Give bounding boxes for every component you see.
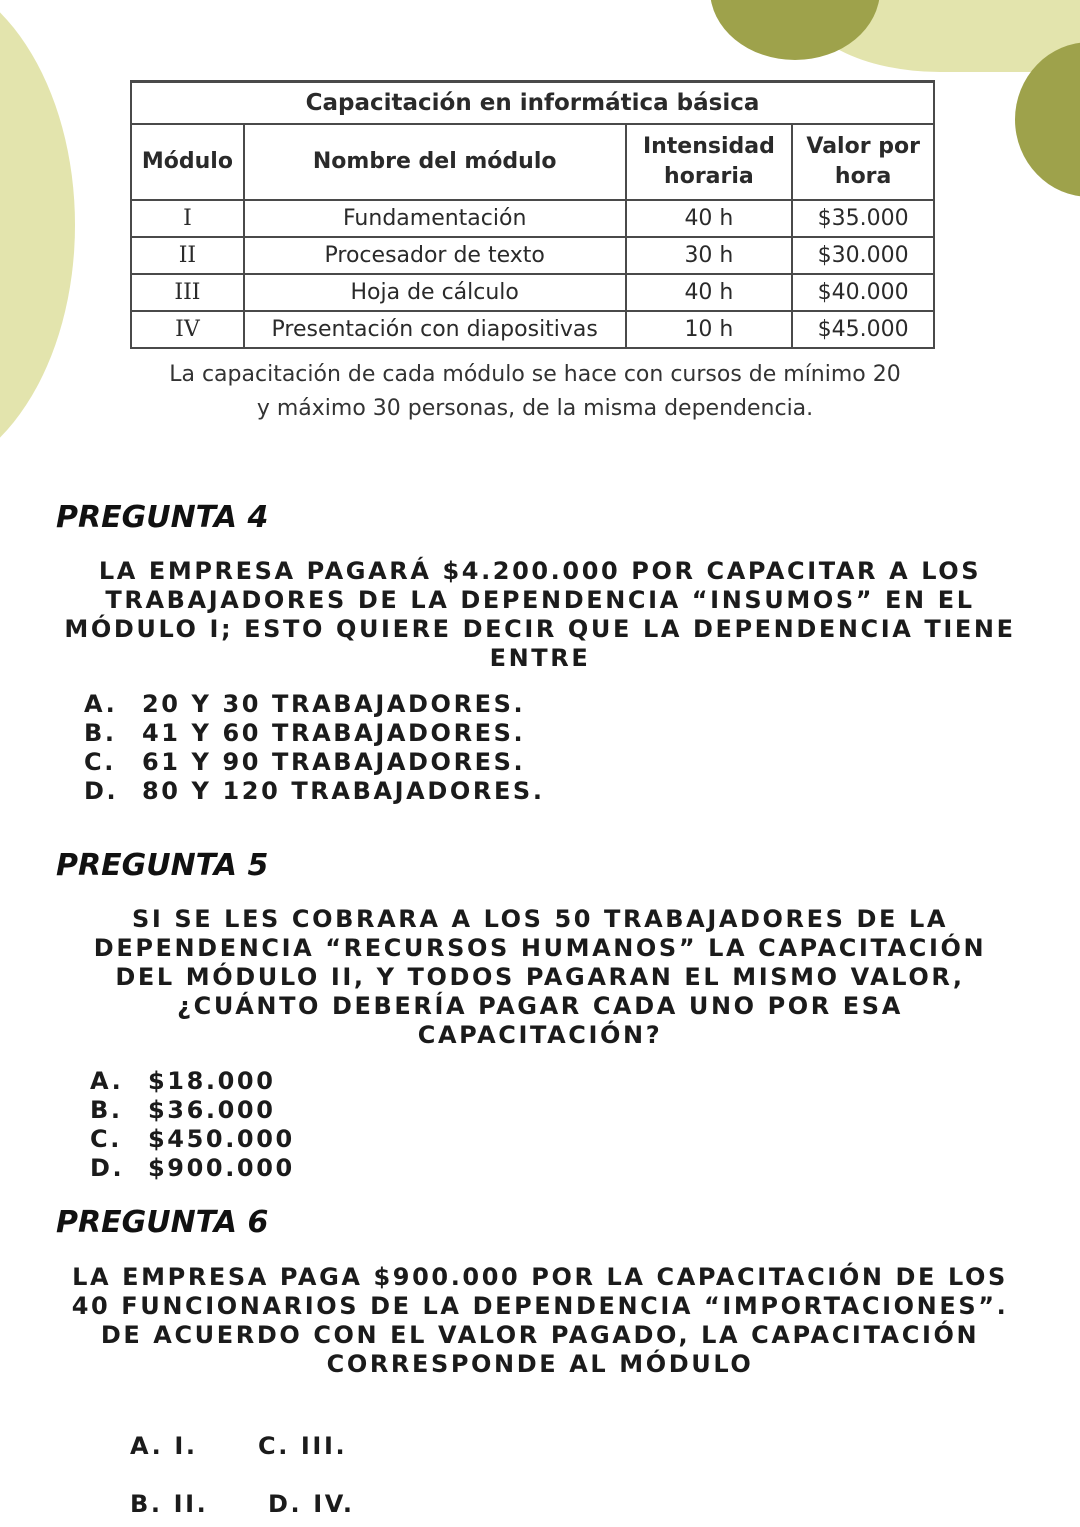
header-module: Módulo — [131, 124, 244, 200]
option-a[interactable]: A. 20 Y 30 TRABAJADORES. — [84, 690, 526, 718]
row-module: I — [131, 200, 244, 237]
table-title: Capacitación en informática básica — [131, 82, 934, 125]
option-b[interactable]: B. 41 Y 60 TRABAJADORES. — [84, 719, 526, 747]
row-value: $35.000 — [792, 200, 934, 237]
option-c[interactable]: C. 61 Y 90 TRABAJADORES. — [84, 748, 526, 776]
row-name: Fundamentación — [244, 200, 626, 237]
question-6-option-d[interactable]: D. IV. — [268, 1490, 355, 1518]
question-6-title: PREGUNTA 6 — [56, 1205, 269, 1240]
row-name: Procesador de texto — [244, 237, 626, 274]
header-module-name: Nombre del módulo — [244, 124, 626, 200]
header-value: Valor por hora — [792, 124, 934, 200]
table-row — [131, 274, 934, 311]
question-5-options — [90, 1067, 295, 1183]
option-a[interactable]: A. $18.000 — [90, 1067, 276, 1095]
row-hours: 10 h — [626, 311, 793, 348]
row-hours: 30 h — [626, 237, 793, 274]
question-4-title: PREGUNTA 4 — [56, 500, 269, 535]
question-5-title: PREGUNTA 5 — [56, 848, 269, 883]
option-d[interactable]: D. 80 Y 120 TRABAJADORES. — [84, 777, 545, 805]
table-row — [131, 200, 934, 237]
table-note: La capacitación de cada módulo se hace con cursos de mínimo 20 y máximo 30 personas, de la misma dependencia. — [169, 362, 901, 421]
option-c[interactable]: C. $450.000 — [90, 1125, 295, 1153]
table-row — [131, 311, 934, 348]
table-title-row — [131, 82, 934, 125]
question-6-option-b[interactable]: B. II. — [130, 1490, 209, 1518]
row-name: Presentación con diapositivas — [244, 311, 626, 348]
row-hours: 40 h — [626, 274, 793, 311]
question-6-option-a[interactable]: A. I. — [130, 1432, 198, 1460]
row-module: IV — [131, 311, 244, 348]
row-value: $40.000 — [792, 274, 934, 311]
header-intensity: Intensidad horaria — [626, 124, 793, 200]
option-d[interactable]: D. $900.000 — [90, 1154, 295, 1182]
question-6-option-c[interactable]: C. III. — [258, 1432, 348, 1460]
question-4-text: LA EMPRESA PAGARÁ $4.200.000 POR CAPACITAR A LOS TRABAJADORES DE LA DEPENDENCIA “INSUMOS” EN EL MÓDULO I; ESTO QUIERE DECIR QUE LA DEPENDENCIA TIENE ENTRE — [64, 557, 1016, 672]
course-table — [130, 80, 935, 349]
row-name: Hoja de cálculo — [244, 274, 626, 311]
row-module: II — [131, 237, 244, 274]
row-value: $45.000 — [792, 311, 934, 348]
row-module: III — [131, 274, 244, 311]
question-5-text: SI SE LES COBRARA A LOS 50 TRABAJADORES DE LA DEPENDENCIA “RECURSOS HUMANOS” LA CAPACITACIÓN DEL MÓDULO II, Y TODOS PAGARAN EL MISMO VALOR, ¿CUÁNTO DEBERÍA PAGAR CADA UNO POR ESA CAPACITACIÓN? — [93, 905, 987, 1049]
table-row — [131, 237, 934, 274]
decorative-blob-left — [0, 0, 75, 480]
question-6-text: LA EMPRESA PAGA $900.000 POR LA CAPACITACIÓN DE LOS 40 FUNCIONARIOS DE LA DEPENDENCIA “IMPORTACIONES”. DE ACUERDO CON EL VALOR PAGADO, LA CAPACITACIÓN CORRESPONDE AL MÓDULO — [71, 1263, 1009, 1378]
row-value: $30.000 — [792, 237, 934, 274]
option-b[interactable]: B. $36.000 — [90, 1096, 276, 1124]
table-header-row — [131, 124, 934, 200]
question-4-options — [84, 690, 545, 806]
row-hours: 40 h — [626, 200, 793, 237]
